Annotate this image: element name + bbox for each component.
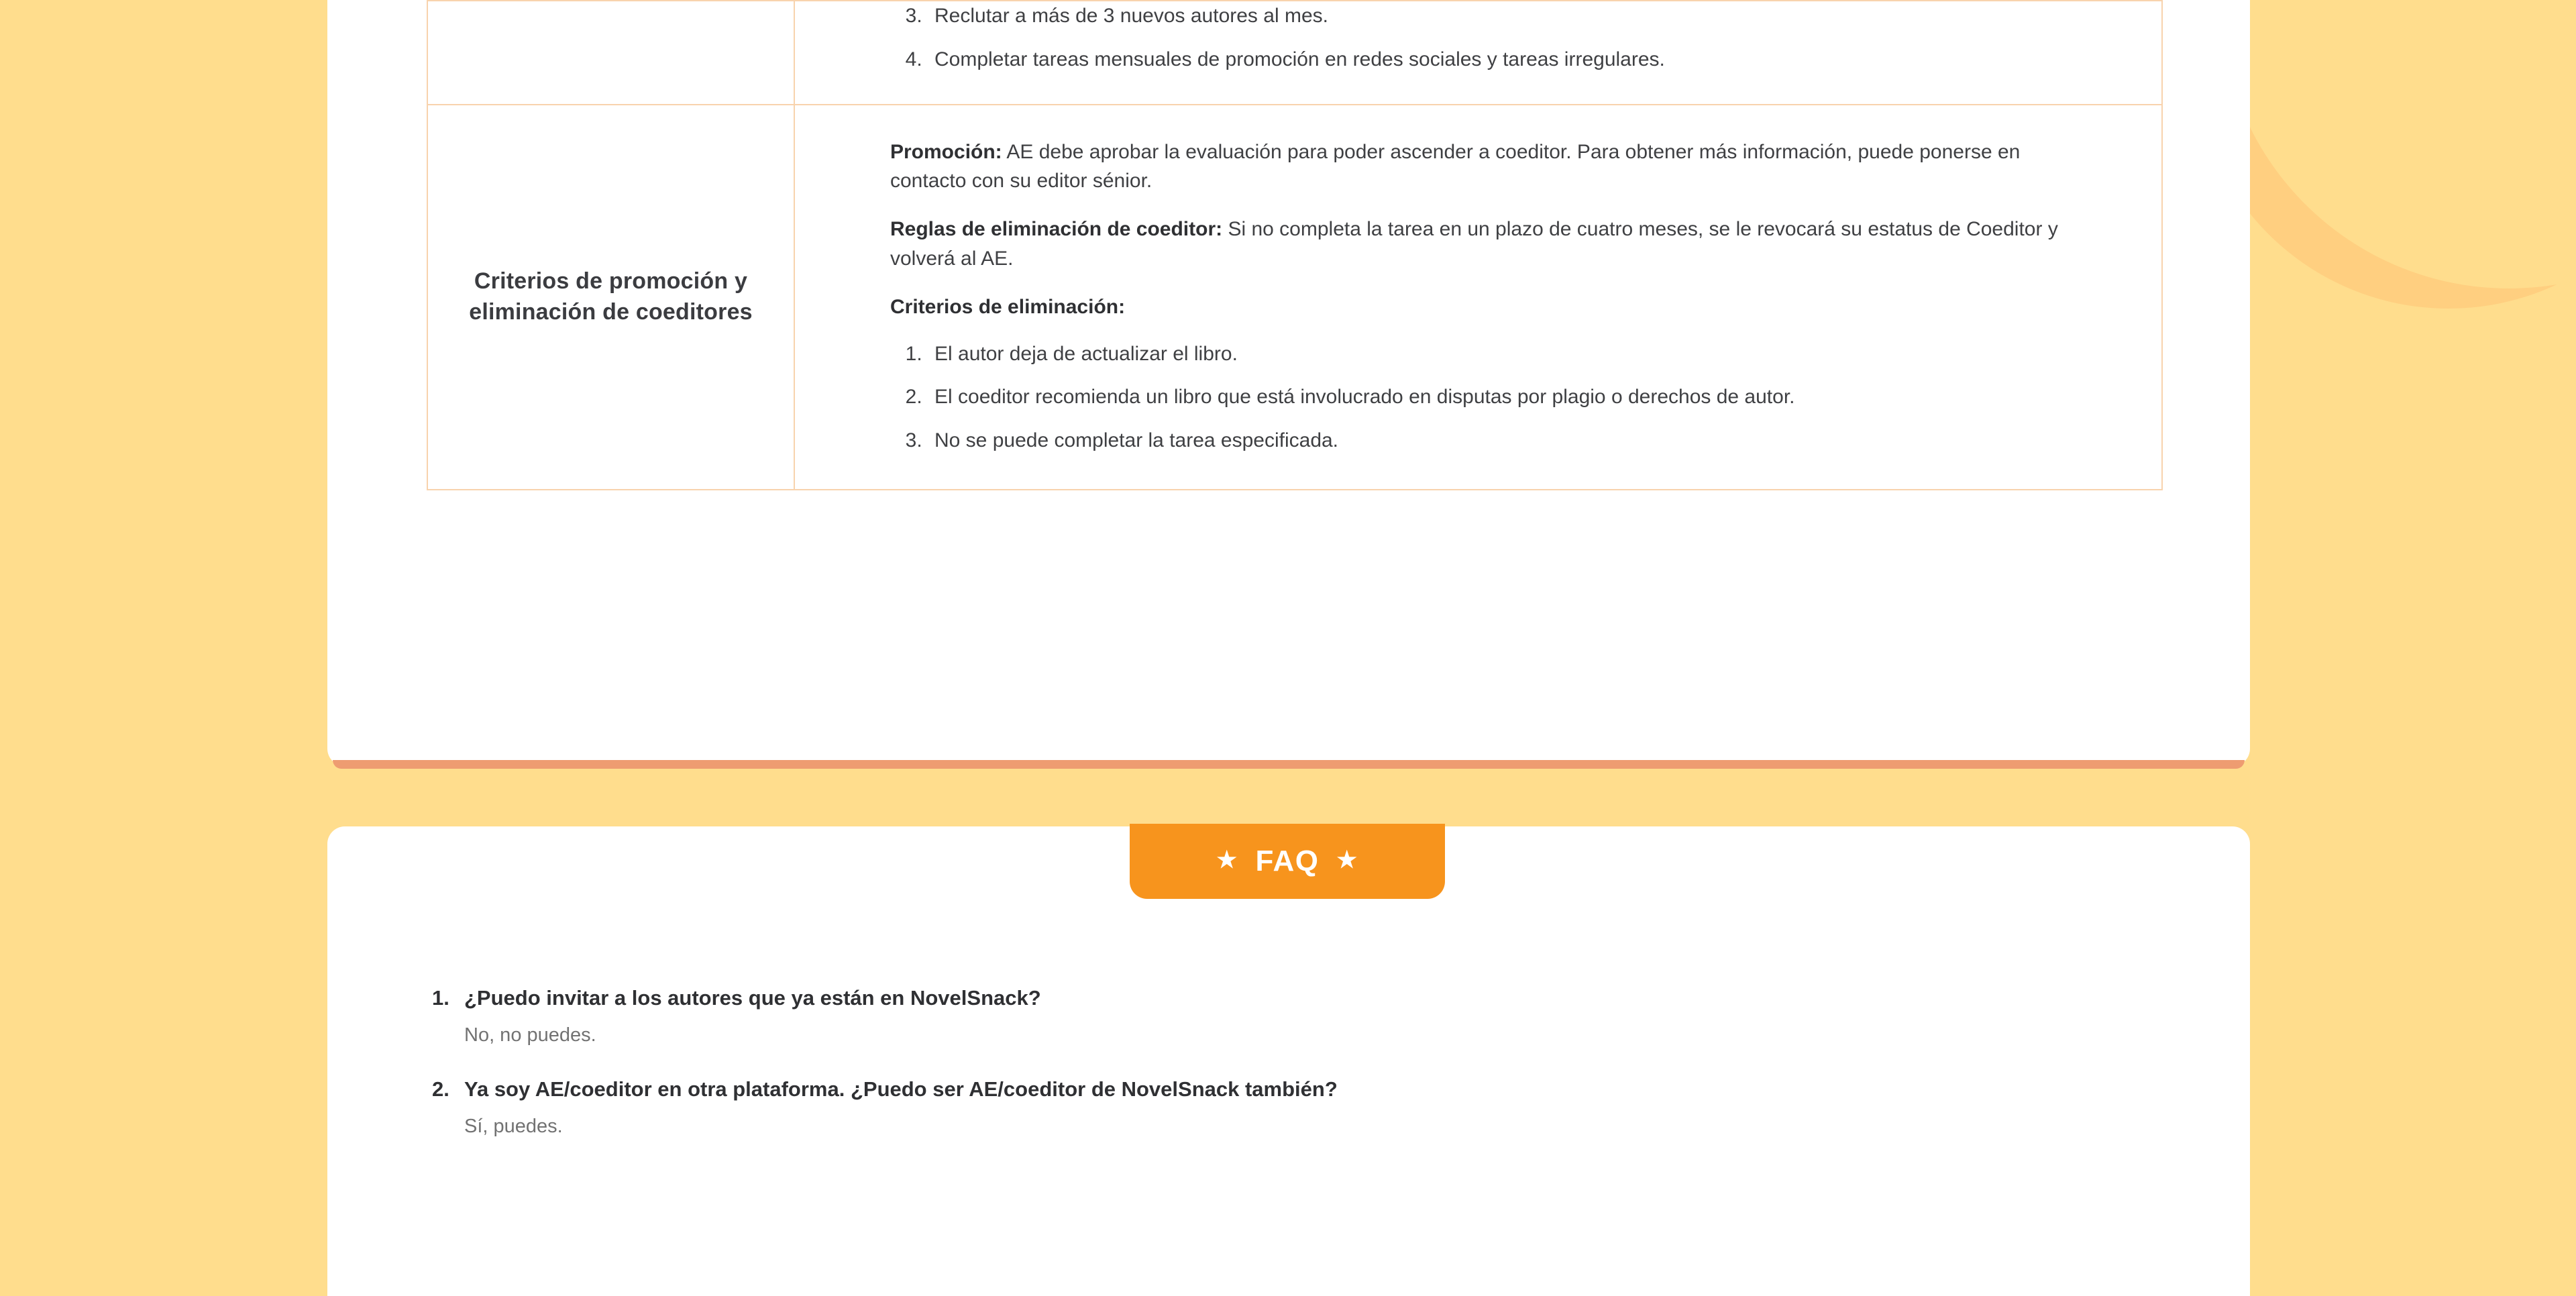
faq-question-row (432, 1075, 2109, 1103)
list-item: 3. No se puede completar la tarea especificada. (928, 426, 2068, 455)
table-row-label: Criterios de promoción y eliminación de coeditores (469, 268, 753, 325)
faq-question-number: 2. (432, 1077, 449, 1101)
list-item: 4. Completar tareas mensuales de promoción en redes sociales y tareas irregulares. (928, 45, 2068, 74)
promotion-text: AE debe aprobar la evaluación para poder ascender a coeditor. Para obtener más información, puede ponerse en contacto con su editor sénior. (890, 140, 2021, 193)
faq-list (432, 983, 2109, 1140)
list-item: 2. El coeditor recomienda un libro que está involucrado en disputas por plagio o derechos de autor. (928, 382, 2068, 412)
removal-criteria-list (890, 339, 2068, 455)
decorative-arc-inner-icon (2220, 0, 2576, 288)
faq-question-text: Ya soy AE/coeditor en otra plataforma. ¿Puedo ser AE/coeditor de NovelSnack también? (464, 1077, 1338, 1101)
star-right-icon: ★ (1336, 847, 1358, 873)
faq-answer-text: No, no puedes. (464, 1024, 596, 1046)
removal-criteria-subheading: Criterios de eliminación: (890, 295, 1126, 318)
removal-rules-paragraph (890, 215, 2068, 274)
criteria-table (427, 0, 2163, 490)
faq-question-row (432, 983, 2109, 1012)
list-item: 3. Reclutar a más de 3 nuevos autores al mes. (928, 1, 2068, 31)
promotion-lead: Promoción: (890, 140, 1002, 163)
task-list (890, 1, 2068, 74)
table-row-label-cell (427, 1, 794, 105)
faq-badge (1130, 824, 1445, 899)
faq-item (432, 1075, 2109, 1140)
removal-rules-lead: Reglas de eliminación de coeditor: (890, 218, 1223, 241)
table-row-content-cell (794, 105, 2162, 490)
table-row-label-cell (427, 105, 794, 490)
faq-question-text: ¿Puedo invitar a los autores que ya están en NovelSnack? (464, 986, 1041, 1010)
list-item: 1. El autor deja de actualizar el libro. (928, 339, 2068, 369)
faq-badge-label: FAQ (1255, 845, 1320, 877)
faq-answer-text: Sí, puedes. (464, 1116, 563, 1138)
removal-rules-text: Si no completa la tarea en un plazo de cuatro meses, se le revocará su estatus de Coeditor y volverá al AE. (890, 218, 2058, 270)
table-row (427, 1, 2162, 105)
promotion-paragraph (890, 138, 2068, 197)
criteria-table-card (327, 0, 2250, 766)
star-left-icon: ★ (1216, 847, 1238, 873)
background-right-edge (2569, 0, 2576, 1250)
faq-question-number: 1. (432, 986, 449, 1010)
faq-item (432, 983, 2109, 1049)
table-row (427, 105, 2162, 490)
table-row-content-cell (794, 1, 2162, 105)
card-bottom-accent-bar (333, 760, 2245, 769)
